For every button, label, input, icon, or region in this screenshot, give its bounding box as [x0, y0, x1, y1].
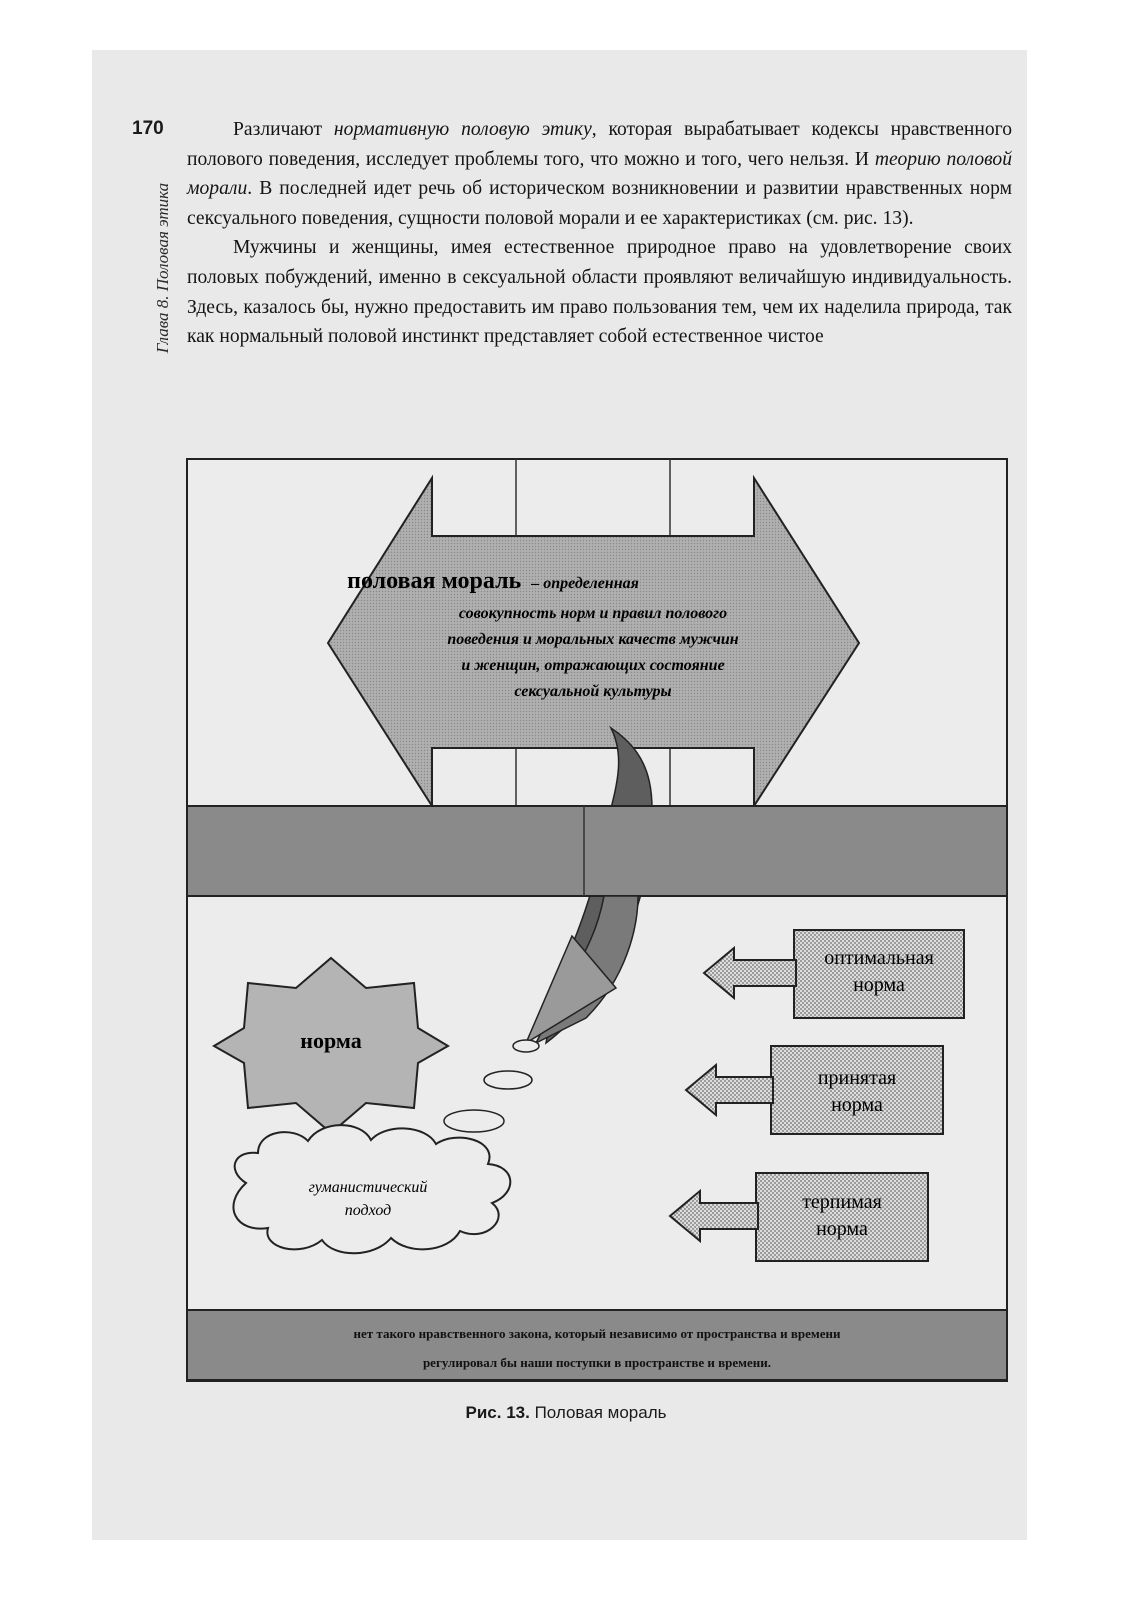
caption-label: Рис. 13. [465, 1403, 530, 1422]
text-run: . В последней идет речь об историческом возникновении и развитии нравственных норм сексуального поведения, сущности половой морали и ее характеристиках (см. рис. 13). [187, 178, 1012, 229]
accepted-norm-line: норма [831, 1094, 883, 1116]
tolerable-norm-box [756, 1173, 928, 1261]
tolerable-norm-line: норма [816, 1218, 868, 1240]
italic-term: нормативную половую этику [333, 119, 592, 140]
tolerable-norm-line: терпимая [802, 1191, 882, 1213]
definition-line: – определенная [531, 575, 639, 592]
cloud-label-line: гуманистический [308, 1179, 428, 1196]
accepted-norm-line: принятая [817, 1067, 897, 1089]
paragraph-1 [187, 115, 1012, 233]
bubble [513, 1040, 539, 1052]
paragraph-2 [187, 233, 1012, 351]
text-run: , которая вырабатывает кодексы нравственного полового поведения, исследует проблемы того, что можно и того, чего нельзя. И [187, 119, 1013, 170]
definition-line: сексуальной культуры [514, 683, 672, 700]
cloud-label-line: подход [344, 1202, 392, 1219]
definition-line: совокупность норм и правил полового [458, 605, 728, 622]
text-run: Мужчины и женщины, имея естественное природное право на удовлетворение своих половых побуждений, именно в сексуальной области проявляют величайшую индивидуальность. Здесь, казалось бы, нужно предоставить им право пользования тем, чем их наделила природа, так как нормальный половой инстинкт представляет собой естественное чистое [187, 237, 1012, 348]
optimal-norm-line: оптимальная [824, 947, 934, 969]
banner-line: нет такого нравственного закона, который независимо от пространства и времени [353, 1326, 841, 1341]
banner-line: регулировал бы наши поступки в пространстве и времени. [422, 1355, 772, 1370]
optimal-norm-line: норма [853, 974, 905, 996]
diagram-canvas [186, 458, 1008, 1382]
figure-13 [186, 458, 1008, 1382]
running-head: Глава 8. Половая этика [153, 182, 172, 354]
bubble [444, 1110, 504, 1132]
norm-label: норма [300, 1028, 362, 1053]
dark-band [187, 806, 1007, 896]
body-text [187, 115, 1012, 352]
bubble [484, 1071, 532, 1089]
figure-caption [0, 1403, 1132, 1423]
definition-line: поведения и моральных качеств мужчин [447, 631, 739, 648]
caption-text: Половая мораль [529, 1403, 667, 1422]
text-run: Различают [233, 119, 334, 140]
page-number: 170 [132, 118, 164, 139]
italic-term: теорию половой морали [187, 148, 1013, 200]
definition-line: и женщин, отражающих состояние [461, 657, 725, 674]
main-term: половая мораль [347, 568, 522, 594]
accepted-norm-box [771, 1046, 943, 1134]
